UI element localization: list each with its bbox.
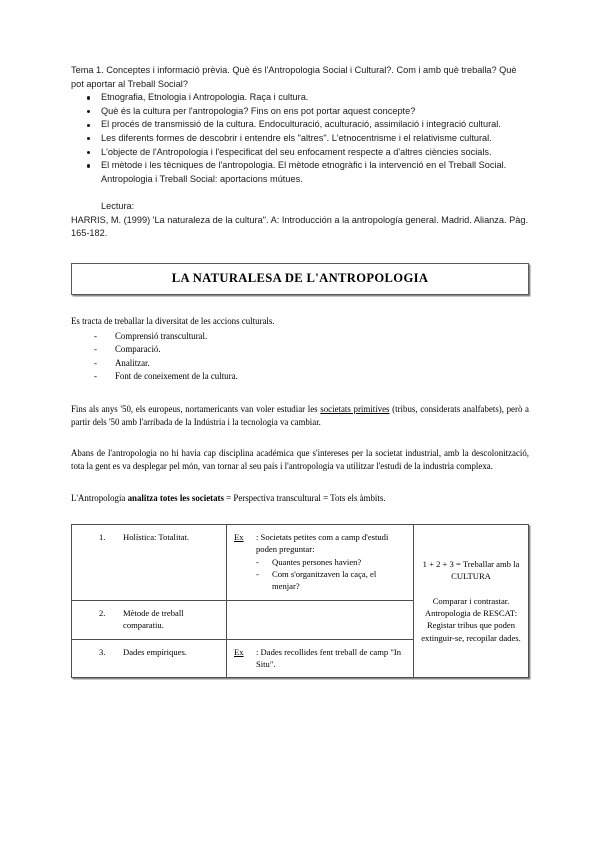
list-item (71, 370, 529, 384)
syllabus-bullet-list (71, 91, 529, 186)
summary-sub-line-2: Antropologia de RESCAT: (424, 608, 518, 619)
list-item (71, 357, 529, 371)
example-label: Ex (234, 531, 244, 542)
page-title: LA NATURALESA DE L'ANTROPOLOGIA (171, 271, 429, 286)
bullet-dot-icon (87, 151, 90, 154)
section-title-box (71, 263, 529, 295)
syllabus-intro: Tema 1. Conceptes i informació prèvia. Què és l'Antropologia Social i Cultural?. Com i amb què treballa? Què pot aportar al Treball Social? (71, 65, 517, 89)
summary-main-line-1: 1 + 2 + 3 = Treballar amb la (422, 558, 520, 569)
list-item-label: Comprensió transcultural. (115, 330, 208, 341)
paragraph-text-b: (tribus, considerats analfabets), però a partir dels '50 amb l'arribada de la Indústria i la tecnologia va cambiar. (71, 403, 529, 427)
bold-phrase: analitza totes les societats (127, 492, 224, 503)
dash-marker-icon: - (256, 556, 259, 567)
list-item (71, 146, 529, 160)
paragraph-text-a: Fins als anys '50, els europeus, nortamericants van voler estudiar les (71, 403, 321, 414)
lectura-label: Lectura: (101, 200, 135, 211)
list-item-label: Font de coneixement de la cultura. (115, 371, 238, 382)
summary-sub (420, 583, 522, 645)
body-dash-list (71, 328, 529, 384)
list-item (71, 132, 529, 146)
dash-marker-icon: - (94, 371, 97, 382)
list-item-label: Quantes persones havien? (272, 556, 362, 567)
table-cell-concept (72, 639, 227, 678)
list-item (71, 330, 529, 344)
item-number: 1. (99, 531, 106, 542)
table-cell-example (227, 639, 414, 678)
paragraph-industrial-society: Abans de l'antropologia no hi havia cap disciplina académica que s'intereses per la societat industrial, amb la descolonització, tota la gent es va desplegar pel món, van tornar al seu país i l'antropologia va utilitzar l'estudi de la industria complexa. (71, 447, 529, 471)
bullet-dot-icon (87, 137, 90, 140)
list-item (71, 91, 529, 105)
item-number: 2. (99, 607, 106, 618)
item-label: Mètode de treball comparatiu. (123, 607, 184, 631)
numbered-item (79, 531, 219, 543)
bullet-dot-icon (87, 96, 90, 99)
body-lead: Es tracta de treballar la diversitat de les accions culturals. (71, 315, 275, 326)
example-label: Ex (234, 646, 244, 657)
concepts-table (71, 524, 529, 679)
dash-marker-icon: - (256, 568, 259, 579)
summary-sub-line-1: Comparar i contrastar. (432, 595, 510, 606)
list-item-label: El procés de transmissió de la cultura. Endoculturació, aculturació, assimilació i integració cultural. (101, 119, 501, 130)
numbered-item (79, 646, 219, 658)
list-item-label: Analitzar. (115, 357, 150, 368)
list-item (71, 105, 529, 119)
bullet-dot-icon (87, 164, 90, 167)
list-item-label: Comparació. (115, 344, 161, 355)
list-item (71, 343, 529, 357)
example-separator: : (256, 531, 259, 542)
item-label: Dades empíriques. (123, 646, 187, 657)
item-number: 3. (99, 646, 106, 657)
syllabus-section (71, 64, 529, 241)
example-block (234, 531, 406, 593)
list-item (71, 159, 529, 186)
list-item-label: Com s'organitzaven la caça, el menjar? (272, 568, 377, 592)
list-item-label: Què és la cultura per l'antropologia? Fins on ens pot portar aquest concepte? (101, 105, 416, 116)
body-section (71, 295, 529, 505)
table-cell-concept (72, 524, 227, 600)
example-text: Societats petites com a camp d'estudi poden preguntar: (256, 531, 389, 555)
paragraph-primitive-societies (71, 384, 529, 429)
bullet-dot-icon (87, 110, 90, 113)
summary-main-line-2: CULTURA (451, 571, 491, 582)
item-label: Holística: Totalitat. (123, 531, 190, 542)
example-block (234, 646, 406, 671)
example-sub-list (256, 556, 406, 593)
table-cell-example (227, 524, 414, 600)
table-cell-example (227, 600, 414, 639)
list-item (256, 556, 406, 568)
paragraph-text-b: = Perspectiva transcultural = Tots els àmbits. (223, 492, 386, 503)
bullet-dot-icon (87, 124, 90, 127)
underlined-term: societats primitives (320, 403, 390, 414)
summary-main (420, 558, 522, 583)
table-row (72, 524, 529, 600)
list-item (256, 568, 406, 593)
example-text: Dades recollides fent treball de camp "In Situ". (256, 646, 402, 669)
reading-reference: HARRIS, M. (1999) 'La naturaleza de la cultura". A: Introducción a la antropología general. Madrid. Alianza. Pàg. 165-182. (71, 214, 528, 239)
paragraph-text-a: L'Antropologia (71, 492, 128, 503)
summary-sub-line-4: extinguir-se, recopilar dades. (421, 632, 521, 643)
dash-marker-icon: - (94, 330, 97, 341)
dash-marker-icon: - (94, 357, 97, 368)
example-separator: : (256, 646, 259, 657)
summary-sub-line-3: Registar tribus que poden (426, 620, 516, 631)
list-item (71, 118, 529, 132)
paragraph-transcultural (71, 473, 529, 505)
list-item-label: L'objecte de l'Antropologia i l'especificat del seu enfocament respecte a d'altres ciències socials. (101, 146, 492, 157)
list-item-label: El mètode i les tècniques de l'antropologia. El mètode etnogràfic i la intervenció en el Treball Social. Antropologia i Treball Social: aportacions mútues. (101, 160, 507, 184)
dash-marker-icon: - (94, 344, 97, 355)
numbered-item (79, 607, 219, 632)
table-cell-summary (414, 524, 529, 678)
list-item-label: Les diferents formes de descobrir i entendre els "altres". L'etnocentrisme i el relativisme cultural. (101, 132, 492, 143)
list-item-label: Etnografia, Etnologia i Antropologia. Raça i cultura. (101, 92, 309, 103)
table-cell-concept (72, 600, 227, 639)
